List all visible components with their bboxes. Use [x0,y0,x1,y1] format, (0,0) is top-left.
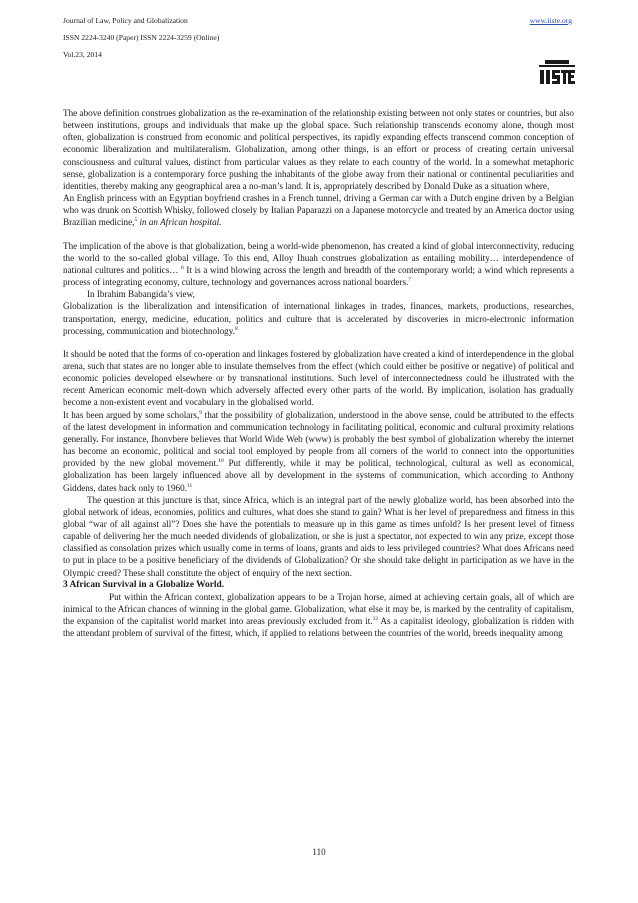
block-quote-babangida [63,300,574,336]
footnote-ref[interactable]: 7 [408,277,412,284]
issn-line: ISSN 2224-3240 (Paper) ISSN 2224-3259 (Online) [63,33,220,42]
paragraph-question: The question at this juncture is that, since Africa, which is an integral part of the newly globalize world, has been absorbed into the global network of ideas, economies, politics and cultures, what does she stand to gain? What is her level of preparedness and fitness in this global “war of all against all”? Does she have the potentials to measure up in this game as times unfold? Is her present level of fitness capable of delivering her the much needed dividends of globalization, or she is just a spectator, not expected to win any prize, except those classified as consolation prizes which usually come in terms of loans, grants and aids to less privileged countries? What does Africans need to put in place to be a positive beneficiary of the dividends of Globalization? Or she should take delight in participation as we have in the Olympic creed? These shall constitute the object of enquiry of the next section. [63,494,574,578]
page-number: 110 [312,847,326,857]
text-span: Put differently, while it may be political, technological, cultural as well as economical, globalization has been largely influenced above all by development in the systems of communication, which according to Anthony Giddens, dates back only to 1960. [63,458,574,493]
paragraph-babangida-intro: In Ibrahim Babangida’s view, [87,289,195,300]
journal-url-link[interactable]: www.iiste.org [529,16,572,25]
footnote-ref[interactable]: 11 [186,482,193,489]
article-body [63,107,574,640]
text-span: As a capitalist ideology, globalization is ridden with the attendant problem of survival of the fittest, which, if applied to relations between the countries of the world, breeds inequality among [63,616,574,639]
text-span: It has been argued by some scholars, [63,409,200,420]
text-span: It is a wind blowing across the length and breadth of the contemporary world; a wind which represents a process of integrating economy, culture, technology and governances across national boarders. [63,264,574,288]
section-heading: 3 African Survival in a Globalize World. [63,579,225,590]
paragraph-interdependence: It should be noted that the forms of co-operation and linkages fostered by globalization have created a kind of interdependence in the global arena, such that states are no longer able to insulate themselves from the effect (which could either be positive or negative) of political and economic policies developed elsewhere or by transnational institutions. Such level of interconnectedness could be illustrated with the recent American economic melt-down which adversely affected every other parts of the world. By implication, isolation has gradually become a non-existent event and vocabulary in the globalised world. [63,348,574,408]
quote-text: An English princess with an Egyptian boyfriend crashes in a French tunnel, driving a German car with a Dutch engine driven by a Belgian who was drunk on Scottish Whisky, followed closely by Italian Paparazzi on a Japanese motorcycle and treated by an America doctor using Brazilian medicine, [63,193,574,228]
footnote-ref[interactable]: 5 [134,217,138,224]
paragraph-definition: The above definition construes globalization as the re-examination of the relationship existing between not only states or countries, but also between institutions, groups and individuals that make up the global space. Such relationship transcends economy alone, though most often, globalization is construed from economic and political perspectives, its rapidly expanding effects transcend common conception of economic liberalization and multilateralism. Globalization, among other things, is an effort or process of creating certain universal consciousness and cultural values, distinct from particular values as they relate to each country of the world. In a somewhat metaphoric sense, globalization is a contemporary force pushing the inhabitants of the globe away from their national or continental peculiarities and identities, thereby making any geographical area a no-man’s land. It is, appropriately described by Donald Duke as a situation where, [63,108,574,191]
footnote-ref[interactable]: 12 [372,616,379,623]
footnote-ref[interactable]: 8 [234,325,238,332]
paragraph-ict [63,409,574,494]
text-span: that the possibility of globalization, understood in the above sense, could be attributed to the effects of the latest development in information and communication technology in facilitating political, economic and cultural proximity relations generally. For instance, Ihonvbere believes that World Wide Web (www) is probably the best symbol of globalization whereby the internet has become an economic, political and social tool employed by people from all corners of the world to connect into the opportunities provided by the new global movement. [63,409,574,469]
volume-line: Vol.23, 2014 [63,50,102,59]
text-span: Put within the African context, globalization appears to be a Trojan horse, aimed at achieving certain goals, all of which are inimical to the African chances of winning in the global game. Globalization, what else it may be, is marked by the centrality of capitalism, the expansion of the capitalist world market into areas previously excluded from it. [63,591,574,627]
footnote-ref[interactable]: 10 [218,458,224,465]
footnote-ref[interactable]: 6 [181,264,184,271]
paragraph-implication [63,240,574,289]
quote-text: Globalization is the liberalization and intensification of international linkages in trades, finances, markets, productions, researches, transportation, energy, medicine, education, politics and culture that is accelerated by discoveries in micro-electronic information processing, communication and biotechnology. [63,301,574,336]
paragraph-african-context [63,591,574,640]
text-span: The implication of the above is that globalization, being a world-wide phenomenon, has created a kind of global interconnectivity, reducing the world to the so-called global village. To this end, Alloy Ihuah construes globalization as entailing mobility… interdependence of national cultures and politics… [63,240,574,275]
journal-title: Journal of Law, Policy and Globalization [63,16,188,25]
footnote-ref[interactable]: 9 [199,409,202,416]
iiste-logo-icon [539,60,575,86]
block-quote-duke [63,192,574,228]
quote-tail: in an African hospital. [137,217,222,228]
